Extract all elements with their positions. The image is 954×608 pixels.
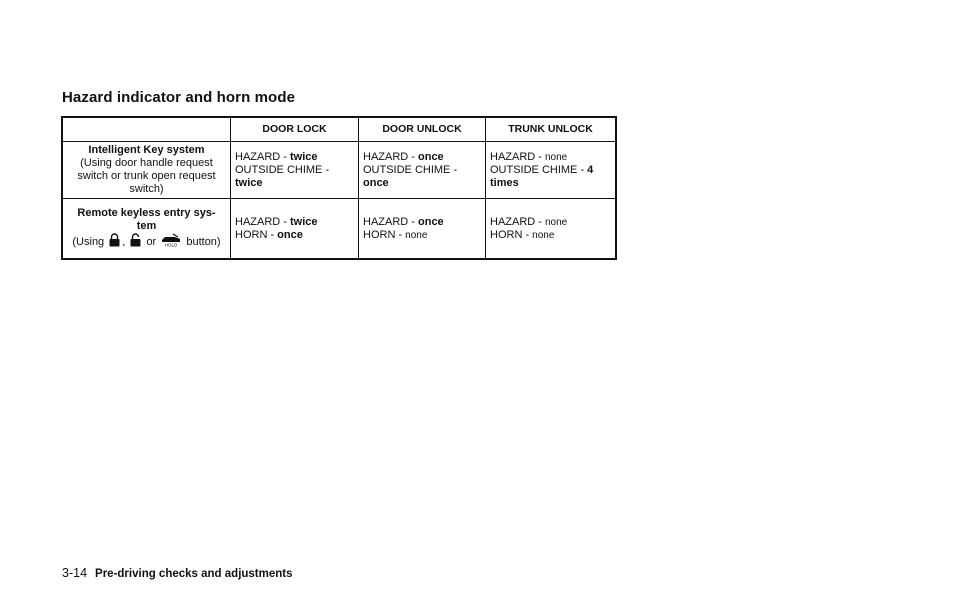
row-note-line: switch or trunk open request [77, 170, 216, 182]
row-header-intelligent-key [62, 142, 231, 199]
cell-label: OUTSIDE CHIME - [363, 163, 458, 176]
cell-value-tail: times [490, 176, 519, 189]
page-footer [62, 566, 293, 580]
cell-rke-door-unlock [359, 199, 486, 260]
cell-value: 4 [587, 163, 594, 176]
cell-value: once [418, 150, 444, 163]
cell-label: OUTSIDE CHIME - [490, 163, 588, 176]
table-header-row [62, 117, 616, 142]
row-header-remote-keyless [62, 199, 231, 260]
table-row [62, 142, 616, 199]
page-number: 3-14 [62, 566, 88, 580]
trunk-icon [161, 233, 181, 251]
cell-label: HAZARD - [235, 150, 290, 163]
chapter-title: Pre-driving checks and adjustments [95, 568, 293, 580]
cell-label: HAZARD - [363, 150, 418, 163]
cell-label: OUTSIDE CHIME - [235, 163, 330, 176]
note-sep: , [122, 235, 126, 248]
note-sep: or [146, 235, 157, 248]
cell-rke-trunk-unlock [486, 199, 617, 260]
cell-value: once [277, 228, 303, 241]
row-note-line: (Using door handle request [80, 157, 213, 169]
row-title: Remote keyless entry sys- [77, 206, 216, 219]
header-trunk-unlock: TRUNK UNLOCK [486, 117, 617, 142]
row-note-line: switch) [129, 183, 164, 195]
header-door-lock: DOOR LOCK [231, 117, 359, 142]
row-title: tem [136, 219, 157, 232]
cell-value: none [532, 229, 555, 241]
trunk-icon-label: HOLD [165, 242, 178, 247]
cell-label: HAZARD - [490, 215, 545, 228]
hazard-horn-table [61, 116, 617, 260]
cell-value: once [418, 215, 444, 228]
cell-label: HAZARD - [490, 150, 545, 163]
note-open: (Using [72, 235, 105, 248]
cell-ik-door-unlock [359, 142, 486, 199]
cell-label: HORN - [363, 228, 406, 241]
cell-label: HAZARD - [235, 215, 290, 228]
cell-value: none [405, 229, 428, 241]
unlock-icon [130, 233, 141, 251]
cell-label: HORN - [235, 228, 278, 241]
header-blank [62, 117, 231, 142]
section-title: Hazard indicator and horn mode [62, 89, 296, 106]
header-door-unlock: DOOR UNLOCK [359, 117, 486, 142]
cell-ik-trunk-unlock [486, 142, 617, 199]
cell-label: HORN - [490, 228, 533, 241]
row-note-icons [67, 233, 226, 251]
cell-value: once [363, 176, 389, 189]
cell-label: HAZARD - [363, 215, 418, 228]
cell-value: twice [290, 150, 318, 163]
table-row [62, 199, 616, 260]
cell-value: none [545, 151, 568, 163]
cell-value: twice [290, 215, 318, 228]
note-close: button) [186, 235, 221, 248]
cell-value: none [545, 216, 568, 228]
cell-value: twice [235, 176, 263, 189]
row-title: Intelligent Key system [88, 144, 205, 156]
cell-ik-door-lock [231, 142, 359, 199]
cell-rke-door-lock [231, 199, 359, 260]
lock-icon [109, 233, 120, 251]
